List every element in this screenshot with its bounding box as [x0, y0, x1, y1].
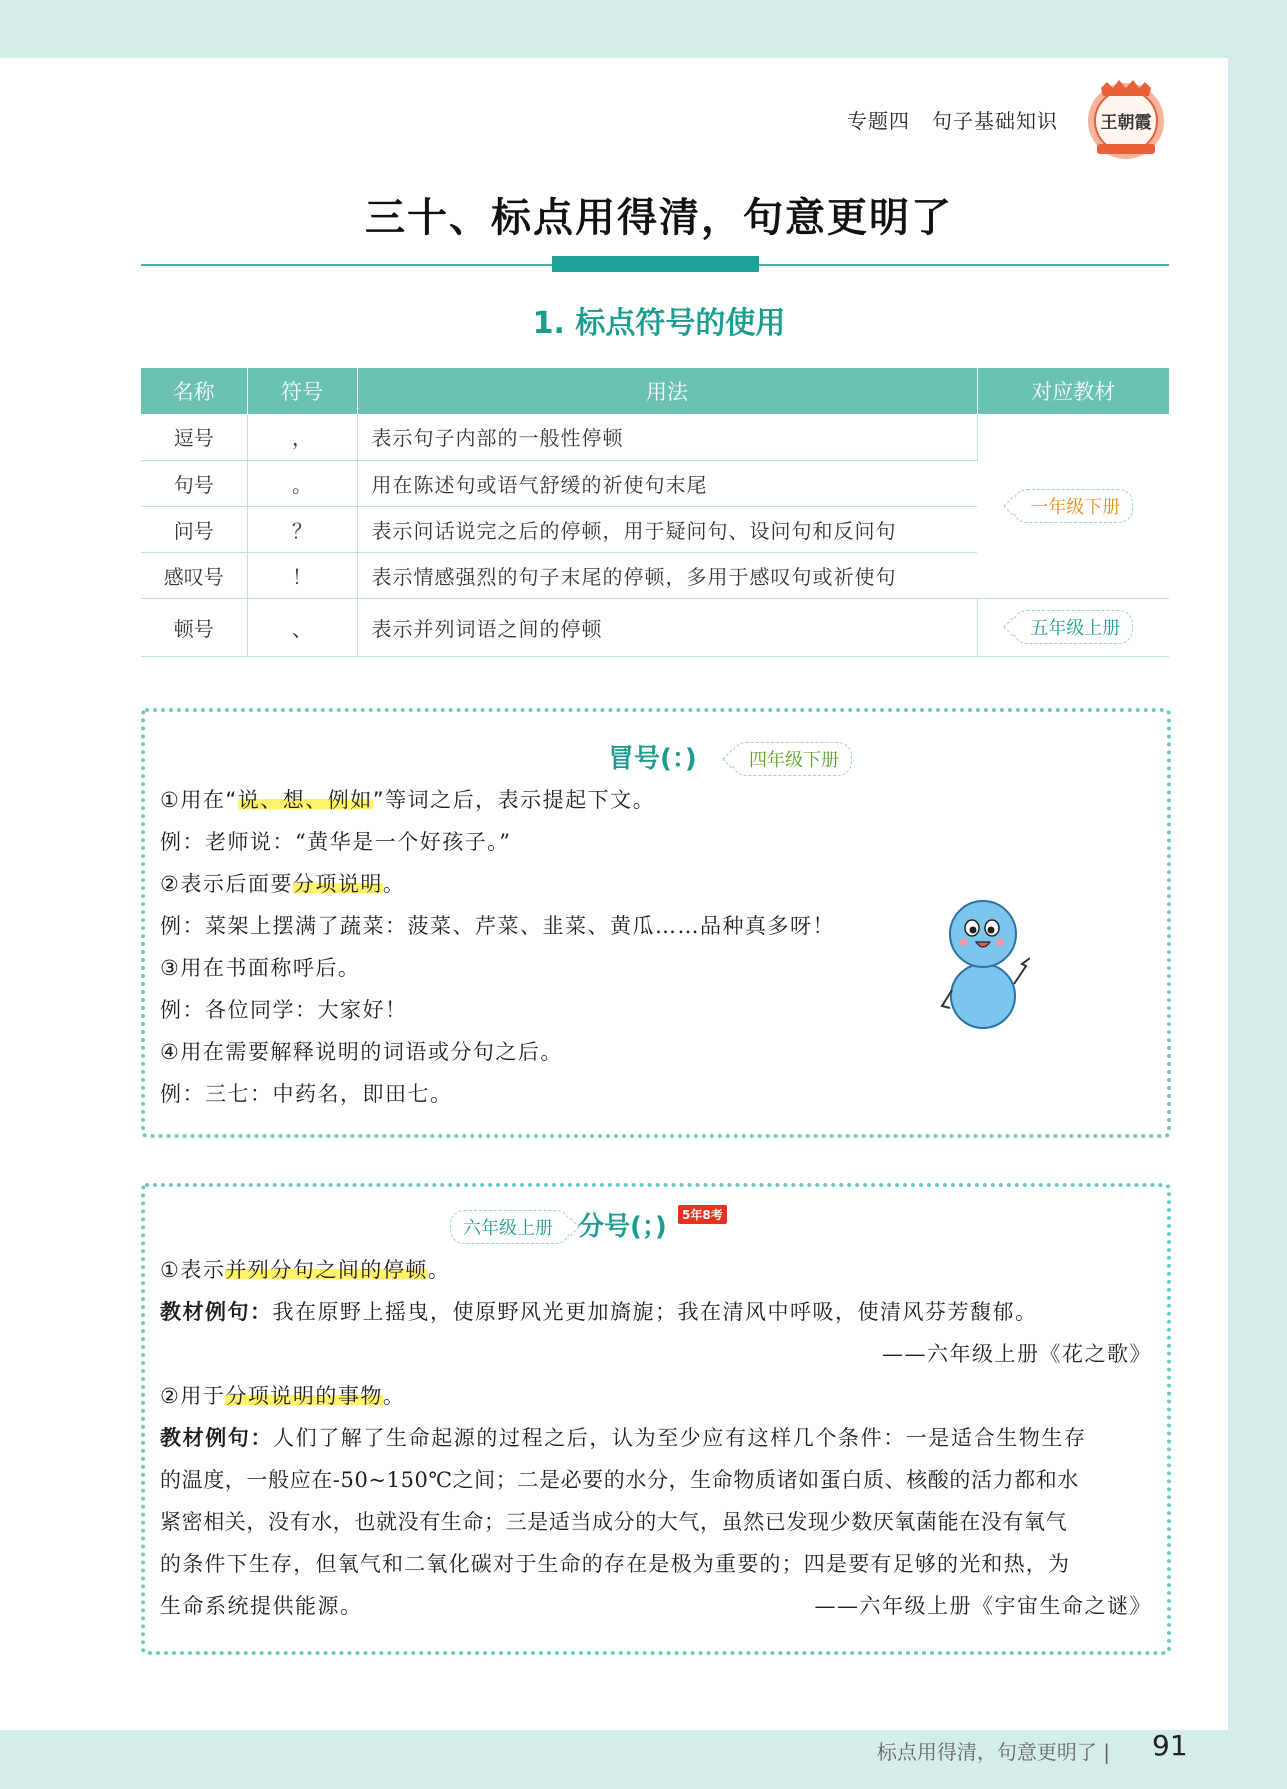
row-name: 问号 [141, 506, 247, 552]
exam-frequency-badge: 5年8考 [678, 1205, 727, 1224]
running-header [847, 105, 1080, 134]
footer-title: 标点用得清，句意更明了 | [876, 1740, 1110, 1764]
section-title: 1. 标点符号的使用 [532, 306, 786, 341]
seal-text: 王朝霞 [1100, 113, 1152, 133]
colon-rule-2: ②表示后面要分项说明。 [160, 872, 406, 896]
brand-seal-icon [1083, 76, 1169, 162]
semicolon-textbook-tag: 六年级上册 [450, 1210, 570, 1244]
row-usage: 表示问话说完之后的停顿，用于疑问句、设问句和反问句 [357, 506, 977, 552]
semicolon-example-1: 教材例句：我在原野上摇曳，使原野风光更加旖旎；我在清风中呼吸，使清风芬芳馥郁。 [160, 1300, 1038, 1324]
colon-rule-3: ③用在书面称呼后。 [160, 956, 361, 980]
row-name: 顿号 [141, 598, 247, 656]
col-header-textbook: 对应教材 [977, 368, 1169, 414]
row-name: 句号 [141, 460, 247, 506]
table-header-row [141, 368, 1169, 414]
colon-rule-1: ①用在“说、想、例如”等词之后，表示提起下文。 [160, 788, 656, 812]
col-header-symbol: 符号 [247, 368, 357, 414]
row-usage: 表示并列词语之间的停顿 [357, 598, 977, 656]
colon-example-2: 例：菜架上摆满了蔬菜：菠菜、芹菜、韭菜、黄瓜……品种真多呀！ [160, 914, 835, 938]
page [0, 58, 1228, 1764]
semicolon-rule-2: ②用于分项说明的事物。 [160, 1384, 406, 1408]
semicolon-title: 分号(；) [578, 1212, 667, 1242]
col-header-name: 名称 [141, 368, 247, 414]
chapter-title: 三十、标点用得清，句意更明了 [365, 195, 953, 241]
title-accent-bar [552, 256, 759, 272]
textbook-cell [977, 414, 1169, 598]
highlight: 说、想、例如 [237, 788, 373, 812]
topic-label: 专题四 [847, 109, 910, 133]
semicolon-example-2-line-5: 生命系统提供能源。 [160, 1594, 363, 1618]
row-name: 感叹号 [141, 552, 247, 598]
textbook-tag: 五年级上册 [1013, 610, 1133, 644]
semicolon-rule-1: ①表示并列分句之间的停顿。 [160, 1258, 451, 1282]
row-symbol: 、 [247, 598, 357, 656]
textbook-tag: 一年级下册 [1013, 489, 1133, 523]
highlight: 分项说明 [292, 872, 383, 896]
semicolon-example-2-line-2: 的温度，一般应在-50~150℃之间；二是必要的水分，生命物质诸如蛋白质、核酸的活力都和水 [160, 1468, 1079, 1492]
row-name: 逗号 [141, 414, 247, 460]
row-symbol: ？ [247, 506, 357, 552]
colon-title: 冒号(：) [608, 744, 697, 774]
highlight: 分项说明的事物 [225, 1384, 383, 1408]
row-symbol: 。 [247, 460, 357, 506]
mascot-illustration-icon [940, 896, 1030, 1036]
colon-example-3: 例：各位同学：大家好！ [160, 998, 408, 1022]
highlight: 并列分句之间的停顿 [225, 1258, 428, 1282]
row-symbol: ， [247, 414, 357, 460]
colon-textbook-tag: 四年级下册 [732, 742, 852, 776]
example-source-2: ——六年级上册《宇宙生命之谜》 [814, 1594, 1152, 1618]
textbook-cell [977, 598, 1169, 656]
semicolon-example-2-line-4: 的条件下生存，但氧气和二氧化碳对于生命的存在是极为重要的；四是要有足够的光和热，为 [160, 1552, 1071, 1576]
row-usage: 表示情感强烈的句子末尾的停顿，多用于感叹句或祈使句 [357, 552, 977, 598]
example-source-1: ——六年级上册《花之歌》 [882, 1342, 1152, 1366]
col-header-usage: 用法 [357, 368, 977, 414]
table-row [141, 414, 1169, 460]
colon-example-4: 例：三七：中药名，即田七。 [160, 1082, 453, 1106]
colon-rule-4: ④用在需要解释说明的词语或分句之后。 [160, 1040, 563, 1064]
row-usage: 用在陈述句或语气舒缓的祈使句末尾 [357, 460, 977, 506]
semicolon-example-2-line-3: 紧密相关，没有水，也就没有生命；三是适当成分的大气，虽然已发现少数厌氧菌能在没有氧气 [160, 1510, 1068, 1534]
row-symbol: ！ [247, 552, 357, 598]
subject-label: 句子基础知识 [932, 109, 1058, 133]
table-row [141, 598, 1169, 656]
colon-example-1: 例：老师说：“黄华是一个好孩子。” [160, 830, 512, 854]
page-number: 91 [1152, 1729, 1188, 1762]
semicolon-example-2-line-1: 教材例句：人们了解了生命起源的过程之后，认为至少应有这样几个条件：一是适合生物生存 [160, 1426, 1087, 1450]
row-usage: 表示句子内部的一般性停顿 [357, 414, 977, 460]
punctuation-table [141, 368, 1169, 657]
